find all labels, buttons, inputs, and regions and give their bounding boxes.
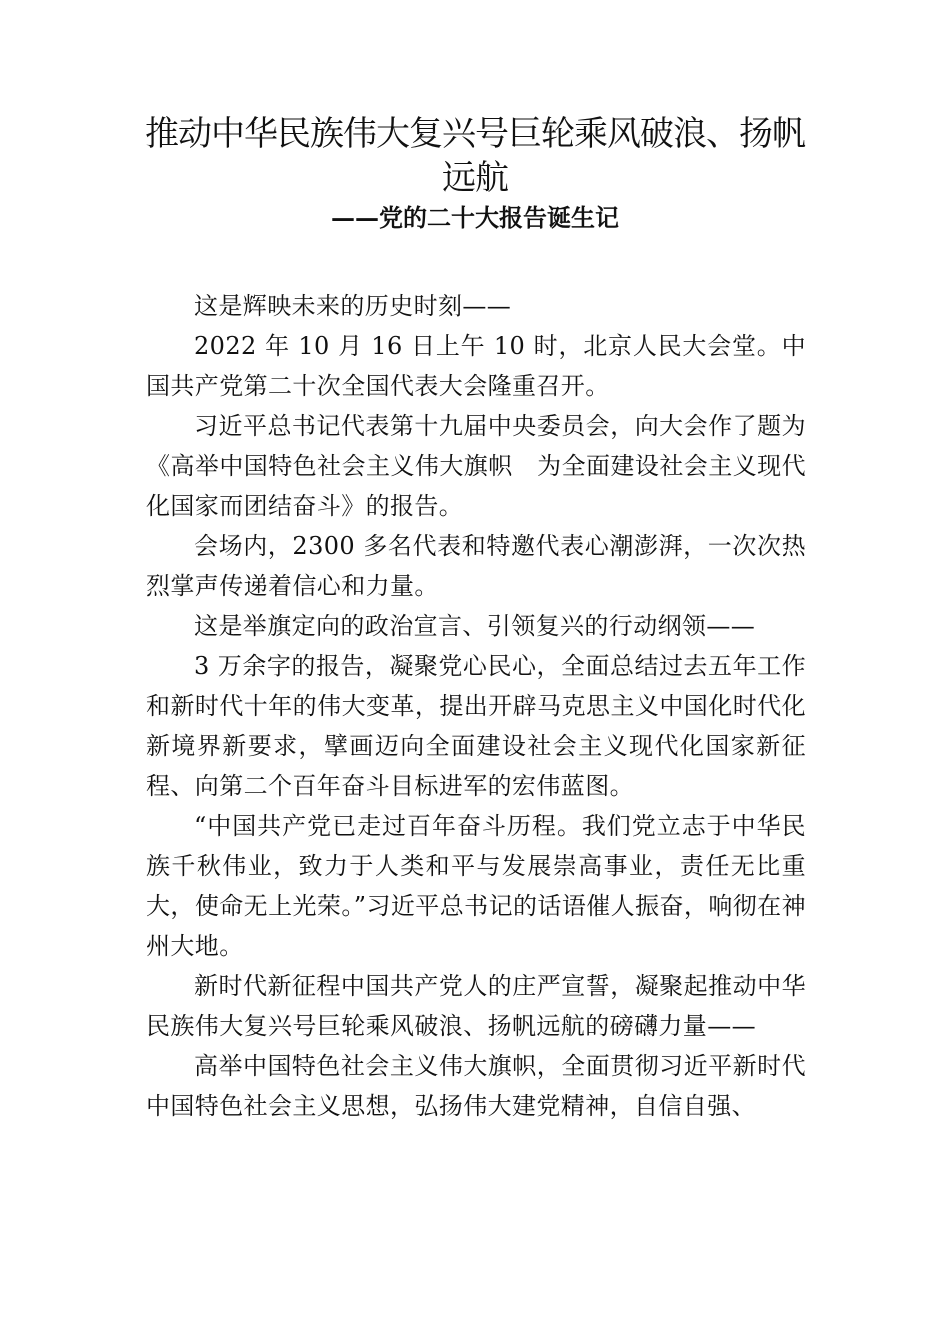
paragraph: “中国共产党已走过百年奋斗历程。我们党立志于中华民族千秋伟业，致力于人类和平与发展崇高事业，责任无比重大，使命无上光荣。”习近平总书记的话语催人振奋，响彻在神州大地。 xyxy=(146,812,806,960)
paragraph: 3 万余字的报告，凝聚党心民心，全面总结过去五年工作和新时代十年的伟大变革，提出开辟马克思主义中国化时代化新境界新要求，擘画迈向全面建设社会主义现代化国家新征程、向第二个百年奋斗目标进军的宏伟蓝图。 xyxy=(146,652,806,800)
paragraph: 2022 年 10 月 16 日上午 10 时，北京人民大会堂。中国共产党第二十次全国代表大会隆重召开。 xyxy=(146,332,806,400)
paragraph: 新时代新征程中国共产党人的庄严宣誓，凝聚起推动中华民族伟大复兴号巨轮乘风破浪、扬帆远航的磅礴力量—— xyxy=(146,972,806,1040)
paragraph: 习近平总书记代表第十九届中央委员会，向大会作了题为《高举中国特色社会主义伟大旗帜 为全面建设社会主义现代化国家而团结奋斗》的报告。 xyxy=(146,412,806,520)
paragraph: 会场内，2300 多名代表和特邀代表心潮澎湃，一次次热烈掌声传递着信心和力量。 xyxy=(146,532,806,600)
paragraph: 这是辉映未来的历史时刻—— xyxy=(194,292,512,320)
document-subtitle: ——党的二十大报告诞生记 xyxy=(331,203,619,232)
document-body xyxy=(146,286,806,1126)
paragraph: 高举中国特色社会主义伟大旗帜，全面贯彻习近平新时代中国特色社会主义思想，弘扬伟大建党精神，自信自强、 xyxy=(146,1052,806,1120)
paragraph: 这是举旗定向的政治宣言、引领复兴的行动纲领—— xyxy=(194,612,756,640)
document-title: 推动中华民族伟大复兴号巨轮乘风破浪、扬帆远航 xyxy=(145,114,805,198)
